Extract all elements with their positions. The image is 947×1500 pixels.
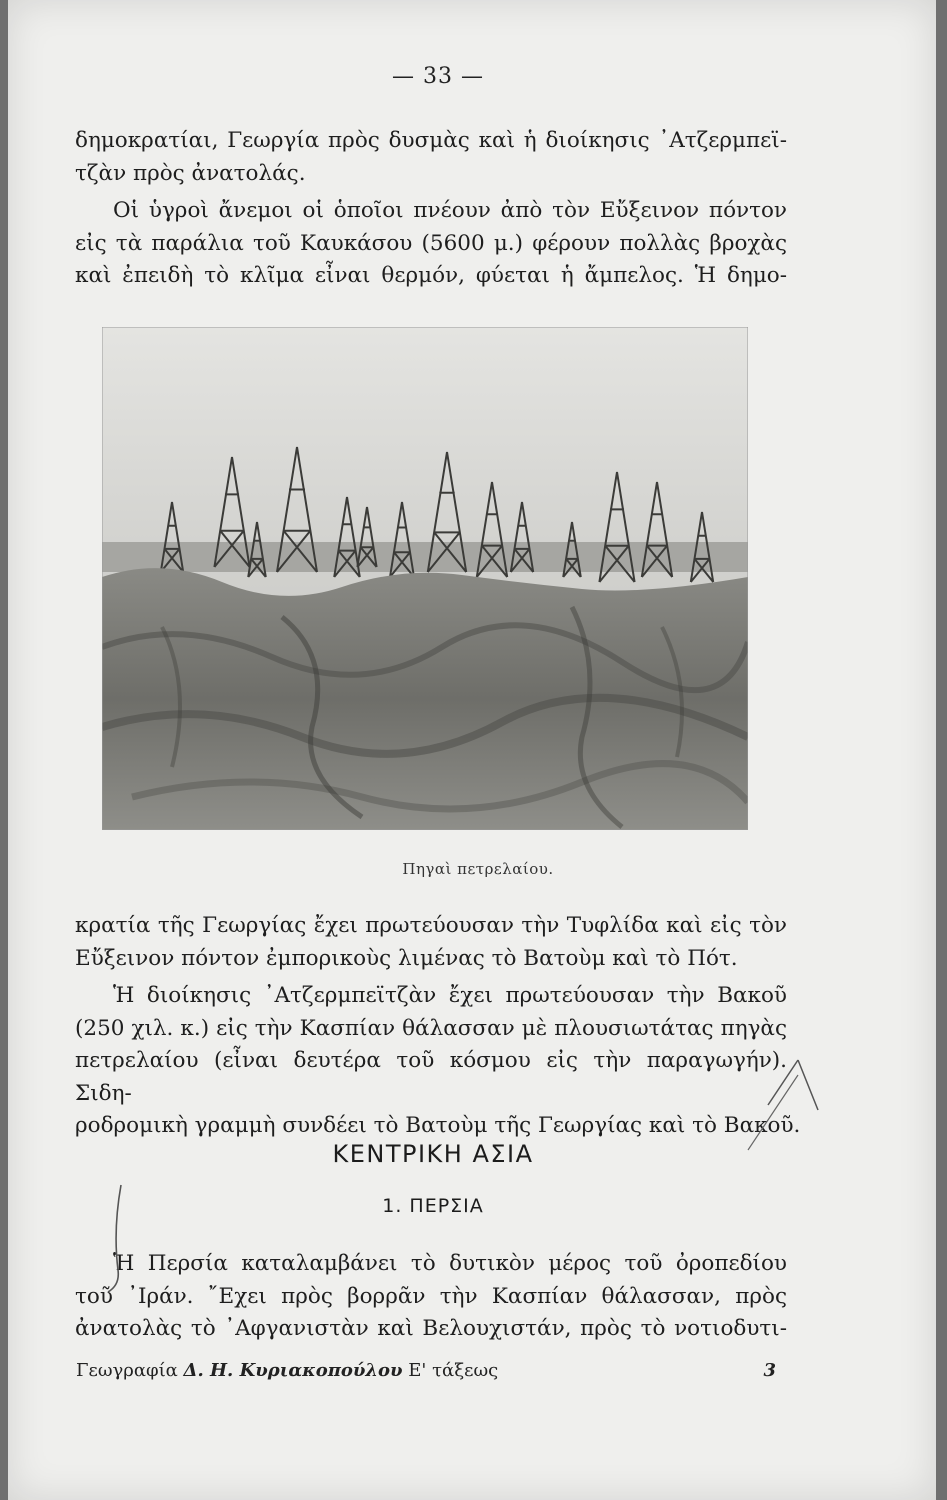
text-line: (250 χιλ. κ.) εἰς τὴν Κασπίαν θάλασσαν μὲ πλουσιωτάτας πηγὰς xyxy=(75,1015,787,1041)
subsection-heading: 1. ΠΕΡΣΙΑ xyxy=(382,1195,484,1217)
text-line: Εὔξεινον πόντον ἐμπορικοὺς λιμένας τὸ Βατοὺμ καὶ τὸ Πότ. xyxy=(75,945,738,971)
text-line: Ἡ Περσία καταλαμβάνει τὸ δυτικὸν μέρος τοῦ ὀροπεδίου xyxy=(113,1251,787,1276)
pencil-stroke xyxy=(748,1075,798,1150)
text-line: πετρελαίου (εἶναι δευτέρα τοῦ κόσμου εἰς τὴν παραγωγήν). Σιδη- xyxy=(75,1048,787,1106)
footer-grade: Ε' τάξεως xyxy=(408,1360,499,1381)
section-heading: ΚΕΝΤΡΙΚΗ ΑΣΙΑ xyxy=(332,1140,534,1168)
text-line: καὶ ἐπειδὴ τὸ κλῖμα εἶναι θερμόν, φύεται ἡ ἄμπελος. Ἡ δημο- xyxy=(75,263,787,288)
text-line: δημοκρατίαι, Γεωργία πρὸς δυσμὰς καὶ ἡ διοίκησις ᾿Ατζερμπεϊ- xyxy=(75,128,787,153)
figure-caption: Πηγαὶ πετρελαίου. xyxy=(402,860,554,878)
pencil-stroke xyxy=(798,1060,818,1110)
text-line: ἀνατολὰς τὸ ᾿Αφγανιστὰν καὶ Βελουχιστάν, πρὸς τὸ νοτιοδυτι- xyxy=(75,1316,787,1341)
text-line: ροδρομικὴ γραμμὴ συνδέει τὸ Βατοὺμ τῆς Γεωργίας καὶ τὸ Βακοῦ. xyxy=(75,1113,801,1138)
text-line: Ἡ διοίκησις ᾿Ατζερμπεϊτζὰν ἔχει πρωτεύουσαν τὴν Βακοῦ xyxy=(113,983,787,1008)
book-page xyxy=(8,0,936,1500)
text-line: Οἱ ὑγροὶ ἄνεμοι οἱ ὁποῖοι πνέουν ἀπὸ τὸν Εὔξεινον πόντον xyxy=(113,198,787,223)
text-line: κρατία τῆς Γεωργίας ἔχει πρωτεύουσαν τὴν Τυφλίδα καὶ εἰς τὸν xyxy=(75,913,787,938)
pencil-marks xyxy=(8,0,936,1500)
footer-author: Δ. Η. Κυριακοπούλου xyxy=(183,1360,403,1381)
footer-sheet-number: 3 xyxy=(763,1360,776,1381)
footer-subject: Γεωγραφία xyxy=(76,1360,178,1381)
text-line: τζὰν πρὸς ἀνατολάς. xyxy=(75,160,306,186)
text-line: τοῦ ᾿Ιράν. ῎Εχει πρὸς βορρᾶν τὴν Κασπίαν θάλασσαν, πρὸς xyxy=(75,1283,787,1309)
text-line: εἰς τὰ παράλια τοῦ Καυκάσου (5600 μ.) φέρουν πολλὰς βροχὰς xyxy=(75,230,787,256)
pencil-stroke xyxy=(108,1185,121,1292)
page-number: — 33 — xyxy=(392,64,484,89)
